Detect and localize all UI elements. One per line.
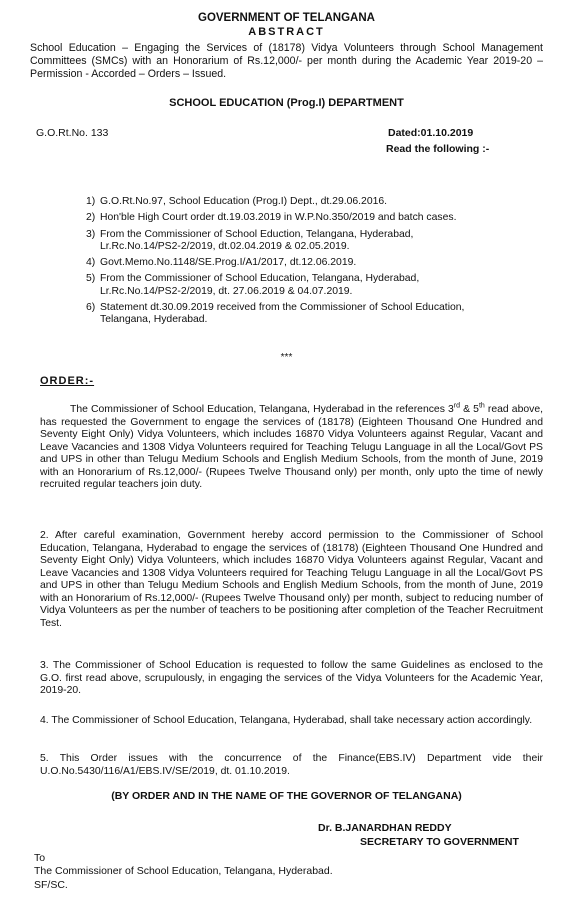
reference-item [86, 196, 486, 208]
reference-number: 2) [86, 212, 96, 224]
abstract-heading: ABSTRACT [248, 26, 325, 38]
department-heading: SCHOOL EDUCATION (Prog.I) DEPARTMENT [169, 97, 404, 109]
reference-number: 4) [86, 257, 96, 269]
read-following-label: Read the following :- [386, 143, 490, 155]
order-paragraph-5: 5. This Order issues with the concurrence of the Finance(EBS.IV) Department vide their U.O.No.5430/116/A1/EBS.IV/SE/2019, dt. 01.10.2019. [40, 753, 543, 777]
reference-item [86, 273, 486, 298]
reference-item [86, 212, 486, 224]
separator-stars: *** [280, 352, 293, 363]
go-date: Dated:01.10.2019 [388, 127, 474, 139]
paragraph-text: read above, has requested the Government to engage the services of (18178) (Eighteen Thousand One Hundred and Seventy Eight Only) Vidya Volunteers, which includes 16870 Vidya Volunteers against Regular, Vacant and Leave Vacancies and 1308 Vidya Volunteers required for Teaching Telugu Language in all the Local/Govt PS and UPS in other than Telugu Medium Schools and English Medium Schools, from the month of June, 2019 with an Honorarium of Rs.12,000/- (Rupees Twelve Thousand only) per month, only upto the time of newly recruited regular teachers join duty. [40, 404, 543, 490]
reference-text: From the Commissioner of School Eduction, Telangana, Hyderabad, Lr.Rc.No.14/PS2-2/2019, dt.02.04.2019 & 02.05.2019. [100, 228, 414, 252]
sf-sc-label: SF/SC. [34, 879, 68, 891]
reference-text: Hon'ble High Court order dt.19.03.2019 in W.P.No.350/2019 and batch cases. [100, 212, 457, 224]
by-order-line: (BY ORDER AND IN THE NAME OF THE GOVERNOR OF TELANGANA) [111, 790, 462, 802]
order-paragraph-3: 3. The Commissioner of School Education is requested to follow the same Guidelines as enclosed to the G.O. first read above, scrupulously, in engaging the services of the Vidya Volunteers for the Academic Year, 2019-20. [40, 660, 543, 696]
order-paragraph-1 [40, 404, 543, 492]
reference-item [86, 257, 486, 269]
references-list [86, 196, 486, 331]
reference-text: G.O.Rt.No.97, School Education (Prog.I) Dept., dt.29.06.2016. [100, 196, 388, 207]
signatory-designation: SECRETARY TO GOVERNMENT [360, 836, 519, 848]
reference-number: 3) [86, 228, 96, 240]
reference-text: Statement dt.30.09.2019 received from the Commissioner of School Education, Telangana, Hyderabad. [100, 302, 465, 326]
reference-number: 1) [86, 196, 96, 207]
reference-text: Govt.Memo.No.1148/SE.Prog.I/A1/2017, dt.12.06.2019. [100, 257, 357, 269]
signatory-name: Dr. B.JANARDHAN REDDY [318, 822, 452, 834]
government-title: GOVERNMENT OF TELANGANA [198, 12, 375, 24]
order-paragraph-2: 2. After careful examination, Government hereby accord permission to the Commissioner of School Education, Telangana, Hyderabad to engage the services of (18178) (Eighteen Thousand One Hundred and Seventy Eight Only) Vidya Volunteers, which includes 16870 Vidya Volunteers against Regular, Vacant and Leave Vacancies and 1308 Vidya Volunteers required for Teaching Telugu Language in all the Local/Govt PS and UPS in other than Telugu Medium Schools and English Medium Schools, from the month of June, 2019 with an Honorarium of Rs.12,000/- (Rupees Twelve Thousand only) per month, subject to reducing number of Vidya Volunteers as per the number of teachers to be positioning after completion of the Teacher Recruitment Test. [40, 530, 543, 629]
reference-number: 6) [86, 302, 96, 314]
paragraph-text: The Commissioner of School Education, Telangana, Hyderabad in the references 3 [70, 404, 454, 415]
superscript: rd [453, 402, 461, 410]
to-recipient: The Commissioner of School Education, Telangana, Hyderabad. [34, 865, 333, 877]
subject-text: School Education – Engaging the Services of (18178) Vidya Volunteers through School Management Committees (SMCs) with an Honorarium of Rs.12,000/- per month during the Academic Year 2019-20 – Permission - Accorded – Orders – Issued. [30, 42, 543, 80]
go-number: G.O.Rt.No. 133 [36, 127, 109, 139]
superscript: th [478, 402, 485, 410]
reference-text: From the Commissioner of School Education, Telangana, Hyderabad, Lr.Rc.No.14/PS2-2/2019, dt. 27.06.2019 & 04.07.2019. [100, 273, 420, 297]
reference-item [86, 302, 486, 327]
order-paragraph-4: 4. The Commissioner of School Education, Telangana, Hyderabad, shall take necessary action accordingly. [40, 715, 533, 726]
order-heading: ORDER:- [40, 375, 95, 387]
to-label: To [34, 852, 46, 864]
reference-number: 5) [86, 273, 96, 285]
reference-item [86, 229, 486, 254]
paragraph-text: & 5 [460, 404, 479, 415]
